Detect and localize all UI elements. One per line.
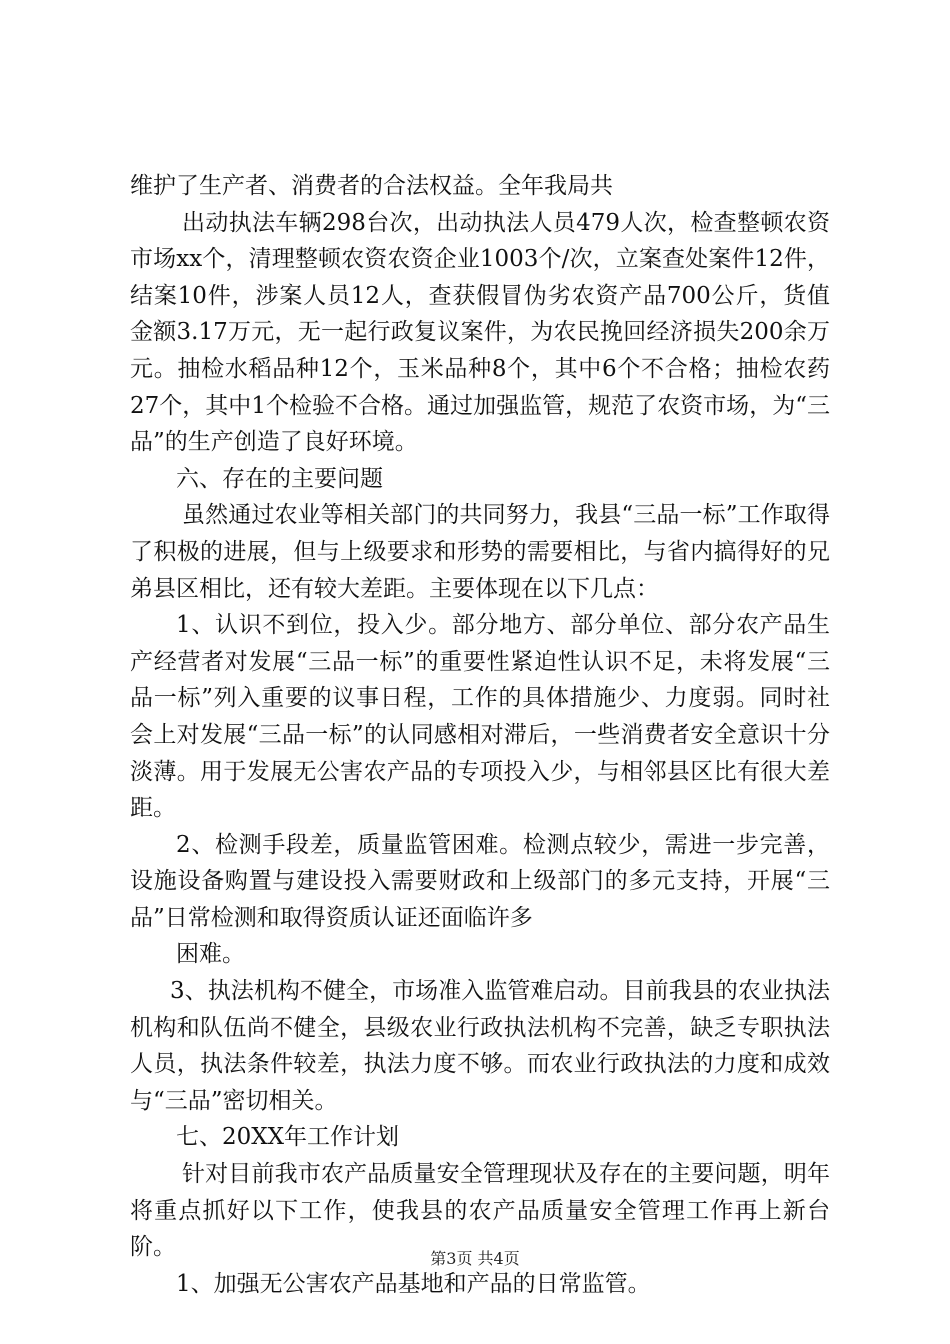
paragraph-problem-2: 2、检测手段差，质量监管困难。检测点较少，需进一步完善，设施设备购置与建设投入需要财政和上级部门的多元支持，开展“三品”日常检测和取得资质认证还面临许多 [130, 831, 830, 931]
paragraph-plan-intro: 针对目前我市农产品质量安全管理现状及存在的主要问题，明年将重点抓好以下工作，使我县的农产品质量安全管理工作再上新台阶。 [130, 1161, 830, 1261]
document-body [130, 168, 830, 1302]
paragraph-plan-1: 1、加强无公害农产品基地和产品的日常监管。 [176, 1270, 651, 1297]
paragraph-problem-2-end: 困难。 [176, 941, 245, 968]
paragraph-enforcement-stats: 出动执法车辆298台次，出动执法人员479人次，检查整顿农资市场xx个，清理整顿农资农资企业1003个/次，立案查处案件12件，结案10件，涉案人员12人，查获假冒伪劣农资产品700公斤，货值金额3.17万元，无一起行政复议案件，为农民挽回经济损失200余万元。抽检水稻品种12个，玉米品种8个，其中6个不合格；抽检农药27个，其中1个检验不合格。通过加强监管，规范了农资市场，为“三品”的生产创造了良好环境。 [130, 209, 830, 456]
section-heading-problems: 六、存在的主要问题 [176, 465, 383, 492]
page-number-footer: 第3页 共4页 [430, 1249, 520, 1268]
paragraph-continuation: 维护了生产者、消费者的合法权益。全年我局共 [130, 173, 613, 199]
paragraph-problem-3: 3、执法机构不健全，市场准入监管难启动。目前我县的农业执法机构和队伍尚不健全，县级农业行政执法机构不完善，缺乏专职执法人员，执法条件较差，执法力度不够。而农业行政执法的力度和成效与“三品”密切相关。 [130, 978, 830, 1114]
paragraph-problems-intro: 虽然通过农业等相关部门的共同努力，我县“三品一标”工作取得了积极的进展，但与上级要求和形势的需要相比，与省内搞得好的兄弟县区相比，还有较大差距。主要体现在以下几点： [130, 502, 830, 602]
section-heading-plan: 七、20XX年工作计划 [176, 1124, 400, 1151]
paragraph-problem-1: 1、认识不到位，投入少。部分地方、部分单位、部分农产品生产经营者对发展“三品一标”的重要性紧迫性认识不足，未将发展“三品一标”列入重要的议事日程，工作的具体措施少、力度弱。同时社会上对发展“三品一标”的认同感相对滞后，一些消费者安全意识十分淡薄。用于发展无公害农产品的专项投入少，与相邻县区比有很大差距。 [130, 612, 830, 822]
